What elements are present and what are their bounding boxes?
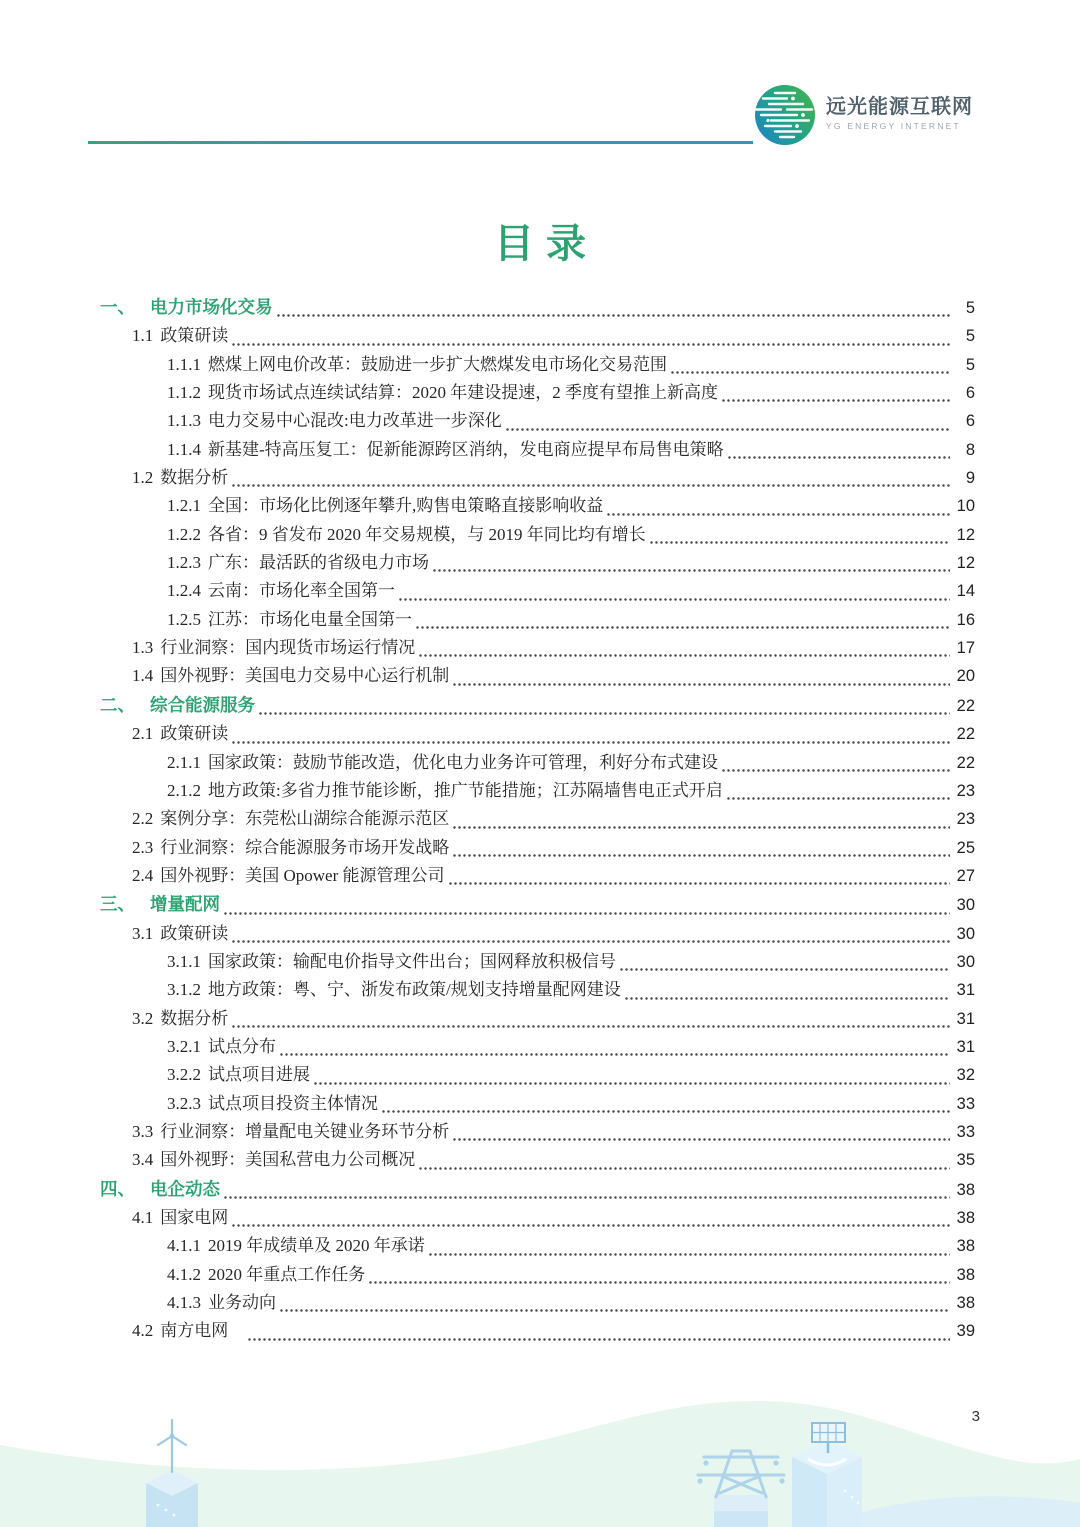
toc-entry-page: 8 [965, 440, 975, 459]
toc-dot-leader [368, 1280, 950, 1284]
header-divider-rule [88, 141, 753, 144]
toc-entry [100, 834, 975, 862]
toc-dot-leader [432, 568, 950, 572]
toc-entry [100, 662, 975, 690]
toc-entry [100, 1118, 975, 1146]
toc-entry-title: 电力市场化交易 [150, 297, 273, 317]
toc-entry-page: 31 [956, 1037, 975, 1056]
toc-dot-leader [505, 427, 950, 431]
toc-entry-page: 38 [956, 1237, 975, 1256]
toc-entry-page: 9 [965, 469, 975, 488]
toc-dot-leader [670, 370, 950, 374]
toc-dot-leader [247, 1337, 950, 1341]
toc-entry [100, 492, 975, 520]
toc-entry [100, 976, 975, 1004]
toc-entry-title: 案例分享：东莞松山湖综合能源示范区 [160, 809, 450, 829]
brand-name-en: YG ENERGY INTERNET [826, 121, 961, 131]
toc-entry-page: 38 [956, 1294, 975, 1313]
toc-entry-number: 3.2.1 [167, 1036, 201, 1056]
toc-entry [100, 1090, 975, 1118]
toc-entry-page: 32 [956, 1066, 975, 1085]
toc-entry-title: 电企动态 [150, 1178, 220, 1199]
toc-dot-leader [231, 483, 950, 487]
toc-entry-title: 行业洞察：国内现货市场运行情况 [160, 638, 416, 658]
toc-entry [100, 1175, 975, 1204]
toc-entry-number: 三、 [100, 894, 135, 915]
toc-entry-page: 39 [956, 1322, 975, 1341]
toc-entry-title: 增量配网 [150, 894, 220, 915]
toc-dot-leader [415, 625, 950, 629]
toc-entry-number: 3.1.1 [167, 951, 201, 971]
toc-entry-number: 二、 [100, 694, 135, 715]
toc-entry-title: 数据分析 [160, 468, 229, 488]
toc-dot-leader [452, 825, 950, 829]
toc-entry-page: 14 [956, 582, 975, 601]
toc-entry-page: 22 [956, 753, 975, 772]
toc-entry [100, 920, 975, 948]
toc-entry-title: 南方电网 [160, 1321, 229, 1341]
toc-entry-page: 33 [956, 1094, 975, 1113]
toc-entry-title: 新基建-特高压复工：促新能源跨区消纳，发电商应提早布局售电策略 [208, 439, 724, 459]
toc-entry-page: 5 [965, 327, 975, 346]
toc-entry-title: 地方政策:多省力推节能诊断，推广节能措施；江苏隔墙售电正式开启 [208, 780, 723, 800]
toc-dot-leader [428, 1252, 950, 1256]
toc-entry-number: 3.1 [132, 923, 154, 943]
brand-text-block [826, 96, 973, 131]
toc-entry-title: 国外视野：美国 Opower 能源管理公司 [160, 865, 445, 885]
toc-dot-leader [452, 682, 950, 686]
toc-dot-leader [727, 455, 950, 459]
toc-entry-number: 2.1 [132, 724, 154, 744]
toc-list [100, 293, 975, 1346]
toc-entry-number: 4.1.2 [167, 1264, 201, 1284]
brand-name-cn: 远光能源互联网 [826, 96, 973, 118]
toc-entry-page: 30 [956, 896, 975, 915]
toc-entry-number: 1.2.5 [167, 609, 201, 629]
toc-dot-leader [726, 796, 950, 800]
toc-entry-title: 国外视野：美国私营电力公司概况 [160, 1150, 416, 1170]
toc-entry-number: 4.2 [132, 1321, 154, 1341]
toc-entry-page: 5 [965, 355, 975, 374]
toc-entry-title: 数据分析 [160, 1008, 229, 1028]
toc-entry-page: 35 [956, 1151, 975, 1170]
page-number: 3 [971, 1408, 980, 1425]
toc-dot-leader [231, 1223, 950, 1227]
toc-dot-leader [452, 853, 950, 857]
toc-entry-page: 38 [956, 1265, 975, 1284]
toc-entry [100, 293, 975, 322]
page-title: 目录 [494, 221, 598, 266]
toc-dot-leader [279, 1308, 950, 1312]
toc-entry-title: 2019 年成绩单及 2020 年承诺 [208, 1236, 425, 1256]
toc-entry-number: 4.1.3 [167, 1293, 201, 1313]
toc-entry [100, 1005, 975, 1033]
toc-entry-title: 试点分布 [208, 1036, 276, 1056]
toc-entry-title: 现货市场试点连续试结算：2020 年建设提速，2 季度有望推上新高度 [208, 383, 718, 403]
toc-entry-number: 2.1.1 [167, 752, 201, 772]
toc-entry-page: 10 [956, 497, 975, 516]
toc-dot-leader [418, 1166, 950, 1170]
toc-entry-title: 2020 年重点工作任务 [208, 1264, 366, 1284]
toc-entry-number: 1.1 [132, 326, 154, 346]
toc-dot-leader [721, 768, 950, 772]
toc-entry-title: 国外视野：美国电力交易中心运行机制 [160, 666, 450, 686]
toc-entry [100, 407, 975, 435]
toc-entry-page: 20 [956, 667, 975, 686]
toc-entry [100, 805, 975, 833]
toc-entry-number: 2.2 [132, 809, 154, 829]
toc-entry [100, 948, 975, 976]
toc-entry-number: 3.1.2 [167, 980, 201, 1000]
toc-entry-number: 1.4 [132, 666, 154, 686]
toc-dot-leader [624, 996, 950, 1000]
toc-dot-leader [231, 939, 950, 943]
toc-entry [100, 1289, 975, 1317]
toc-entry-title: 行业洞察：增量配电关键业务环节分析 [160, 1121, 450, 1141]
toc-entry-title: 试点项目投资主体情况 [208, 1093, 378, 1113]
toc-entry [100, 749, 975, 777]
toc-entry-page: 17 [956, 639, 975, 658]
toc-entry-number: 1.1.2 [167, 383, 201, 403]
toc-entry-title: 各省：9 省发布 2020 年交易规模，与 2019 年同比均有增长 [208, 524, 646, 544]
toc-dot-leader [606, 512, 950, 516]
toc-entry-number: 2.4 [132, 865, 154, 885]
toc-entry [100, 1033, 975, 1061]
toc-entry-page: 12 [956, 525, 975, 544]
toc-entry-page: 27 [956, 866, 975, 885]
toc-entry [100, 521, 975, 549]
toc-entry-title: 广东：最活跃的省级电力市场 [208, 553, 429, 573]
toc-entry-title: 政策研读 [160, 326, 229, 346]
toc-entry-number: 1.1.1 [167, 354, 201, 374]
toc-entry-title: 国家政策：鼓励节能改造，优化电力业务许可管理，利好分布式建设 [208, 752, 718, 772]
toc-entry-title: 江苏：市场化电量全国第一 [208, 609, 412, 629]
toc-entry-title: 综合能源服务 [150, 694, 255, 715]
toc-entry-page: 6 [965, 384, 975, 403]
toc-dot-leader [619, 967, 950, 971]
toc-entry-number: 1.1.4 [167, 439, 201, 459]
toc-entry-number: 1.1.3 [167, 411, 201, 431]
toc-entry [100, 777, 975, 805]
footer-landscape-illustration [0, 1377, 1080, 1527]
toc-entry-page: 12 [956, 554, 975, 573]
toc-entry-title: 燃煤上网电价改革：鼓励进一步扩大燃煤发电市场化交易范围 [208, 354, 667, 374]
toc-entry-title: 全国：市场化比例逐年攀升,购售电策略直接影响收益 [208, 496, 604, 516]
toc-dot-leader [231, 740, 950, 744]
toc-entry [100, 1146, 975, 1174]
toc-entry-number: 3.4 [132, 1150, 154, 1170]
toc-entry-number: 3.2.2 [167, 1065, 201, 1085]
toc-entry-number: 1.3 [132, 638, 154, 658]
toc-entry-number: 4.1.1 [167, 1236, 201, 1256]
toc-entry-number: 1.2 [132, 468, 154, 488]
toc-entry-page: 5 [965, 299, 975, 317]
toc-entry-number: 2.1.2 [167, 780, 201, 800]
toc-entry-page: 30 [956, 952, 975, 971]
toc-entry [100, 379, 975, 407]
toc-entry [100, 577, 975, 605]
toc-entry-title: 云南：市场化率全国第一 [208, 581, 395, 601]
toc-entry-number: 3.2 [132, 1008, 154, 1028]
toc-dot-leader [279, 1052, 950, 1056]
toc-dot-leader [258, 711, 950, 715]
toc-entry-page: 16 [956, 610, 975, 629]
toc-entry [100, 634, 975, 662]
toc-entry-number: 1.2.1 [167, 496, 201, 516]
toc-entry [100, 1204, 975, 1232]
toc-dot-leader [231, 1024, 950, 1028]
toc-entry [100, 691, 975, 720]
toc-entry-title: 行业洞察：综合能源服务市场开发战略 [160, 837, 450, 857]
toc-entry-page: 22 [956, 696, 975, 715]
toc-dot-leader [398, 597, 950, 601]
toc-entry [100, 606, 975, 634]
toc-entry-page: 23 [956, 781, 975, 800]
toc-entry-page: 22 [956, 725, 975, 744]
toc-entry-number: 四、 [100, 1178, 135, 1199]
toc-entry-title: 业务动向 [208, 1293, 276, 1313]
toc-entry-page: 38 [956, 1209, 975, 1227]
toc-dot-leader [313, 1081, 950, 1085]
toc-dot-leader [381, 1109, 950, 1113]
toc-entry-title: 国家电网 [160, 1208, 229, 1227]
toc-dot-leader [721, 398, 950, 402]
toc-dot-leader [223, 1195, 950, 1199]
toc-entry-number: 一、 [100, 297, 135, 317]
toc-entry [100, 862, 975, 890]
toc-entry-page: 30 [956, 924, 975, 943]
toc-entry-page: 25 [956, 838, 975, 857]
toc-dot-leader [276, 313, 951, 317]
toc-entry [100, 464, 975, 492]
toc-entry-page: 38 [956, 1180, 975, 1199]
toc-entry [100, 322, 975, 350]
toc-entry-title: 电力交易中心混改:电力改革进一步深化 [208, 411, 502, 431]
toc-dot-leader [649, 540, 950, 544]
toc-entry-number: 1.2.2 [167, 524, 201, 544]
toc-entry [100, 720, 975, 748]
toc-entry [100, 436, 975, 464]
toc-dot-leader [231, 342, 950, 346]
toc-dot-leader [418, 653, 950, 657]
toc-entry-page: 31 [956, 1009, 975, 1028]
toc-dot-leader [223, 911, 950, 915]
toc-entry-number: 1.2.3 [167, 553, 201, 573]
toc-entry [100, 1232, 975, 1260]
toc-dot-leader [448, 881, 950, 885]
toc-entry-number: 3.2.3 [167, 1093, 201, 1113]
toc-entry-title: 试点项目进展 [208, 1065, 310, 1085]
globe-logo-icon [754, 84, 816, 146]
toc-entry-title: 地方政策：粤、宁、浙发布政策/规划支持增量配网建设 [208, 980, 621, 1000]
company-logo [754, 84, 973, 146]
toc-entry-number: 1.2.4 [167, 581, 201, 601]
toc-entry-title: 国家政策：输配电价指导文件出台；国网释放积极信号 [208, 951, 616, 971]
toc-entry-number: 3.3 [132, 1121, 154, 1141]
toc-entry-number: 2.3 [132, 837, 154, 857]
toc-entry [100, 549, 975, 577]
toc-entry [100, 1261, 975, 1289]
toc-entry [100, 1061, 975, 1089]
toc-entry-page: 6 [965, 412, 975, 431]
toc-entry [100, 1317, 975, 1345]
toc-entry-page: 31 [956, 981, 975, 1000]
toc-entry-title: 政策研读 [160, 923, 229, 943]
toc-entry [100, 890, 975, 919]
toc-entry-page: 33 [956, 1122, 975, 1141]
toc-dot-leader [452, 1137, 950, 1141]
toc-entry-page: 23 [956, 810, 975, 829]
toc-entry-number: 4.1 [132, 1208, 154, 1227]
toc-entry-title: 政策研读 [160, 724, 229, 744]
toc-entry [100, 351, 975, 379]
